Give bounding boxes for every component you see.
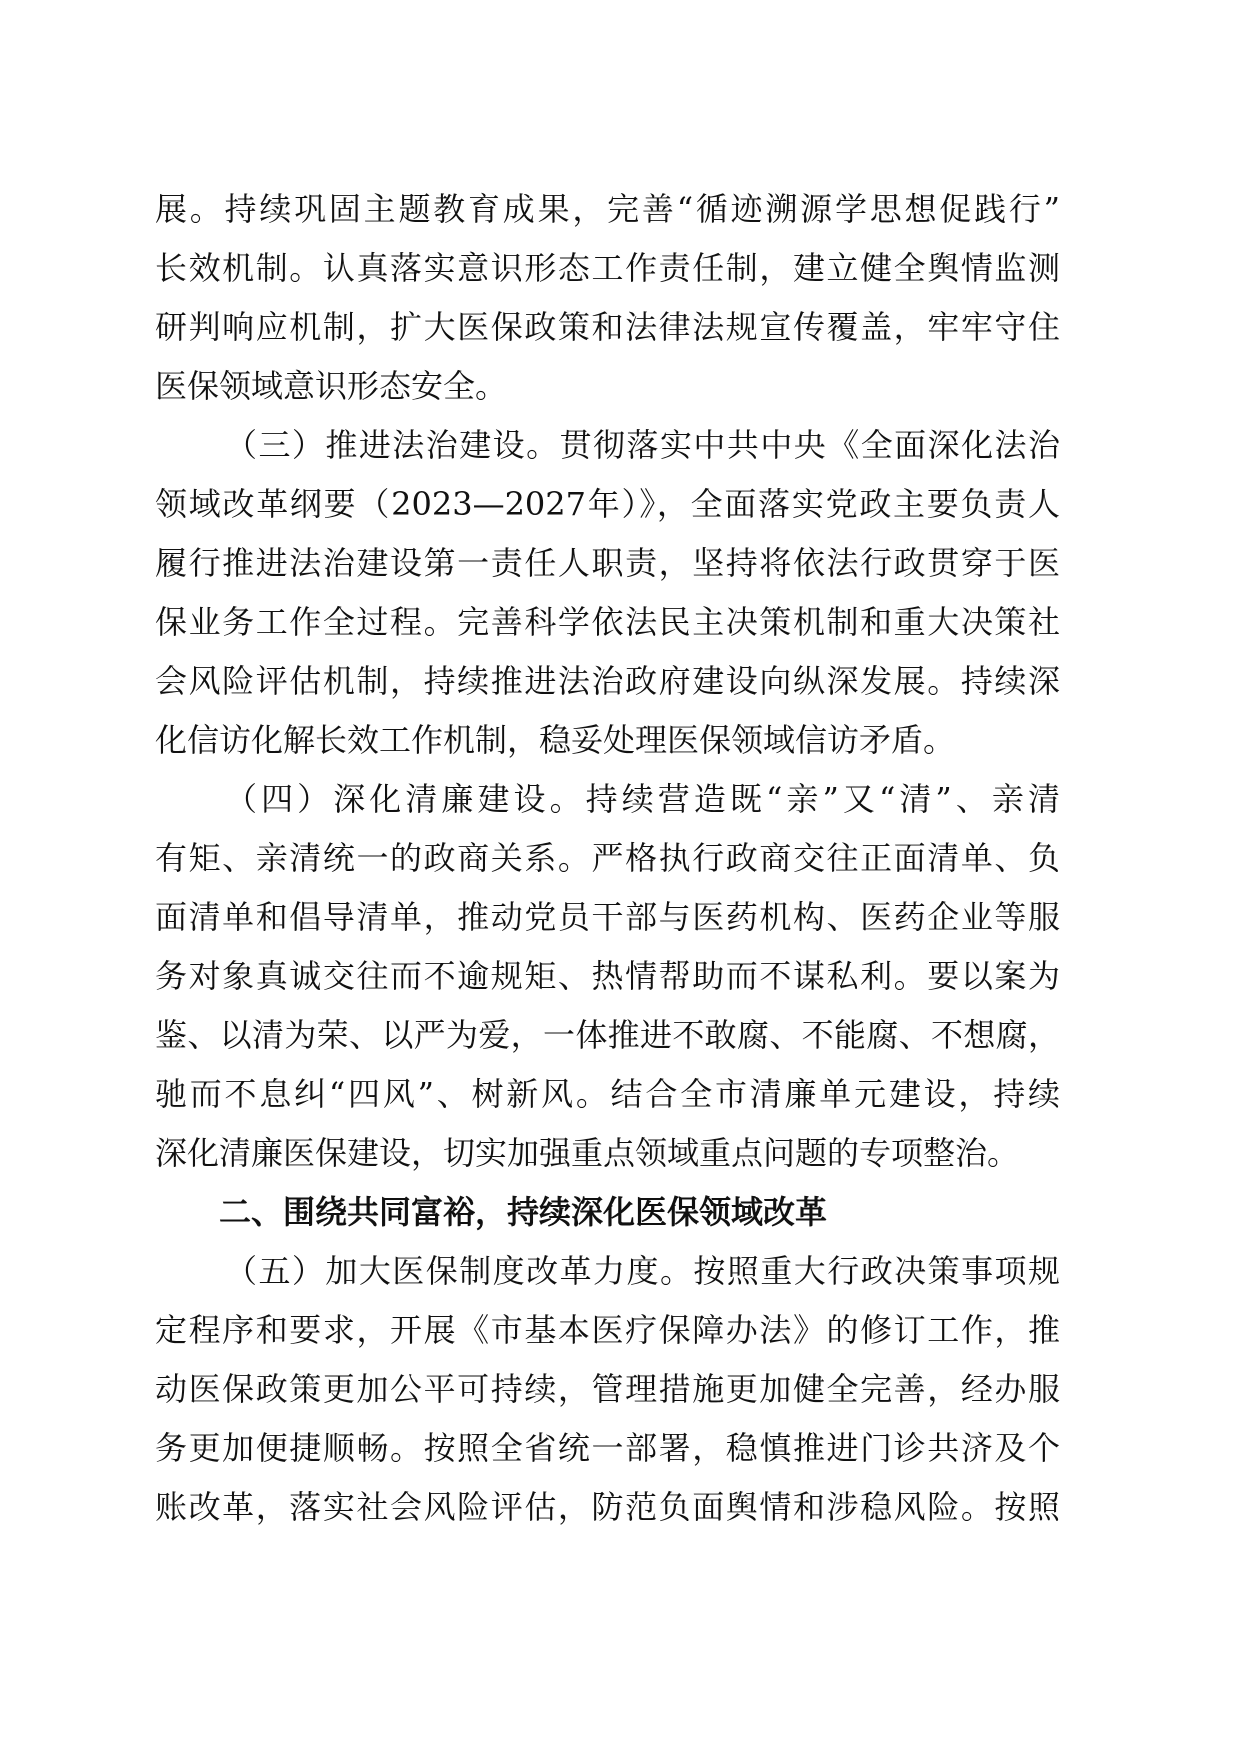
- body-line: 动医保政策更加公平可持续，管理措施更加健全完善，经办服: [155, 1370, 1060, 1408]
- body-line: 履行推进法治建设第一责任人职责，坚持将依法行政贯穿于医: [155, 544, 1060, 582]
- body-line: 深化清廉医保建设，切实加强重点领域重点问题的专项整治。: [155, 1134, 1020, 1172]
- document-body: [155, 180, 1060, 1537]
- body-line: 账改革，落实社会风险评估，防范负面舆情和涉稳风险。按照: [155, 1488, 1060, 1526]
- body-line: 医保领域意识形态安全。: [155, 367, 508, 405]
- body-line: 务更加便捷顺畅。按照全省统一部署，稳慎推进门诊共济及个: [155, 1429, 1060, 1467]
- paragraph-start-line: （四）深化清廉建设。持续营造既“亲”又“清”、亲清: [225, 780, 1060, 818]
- body-line: 研判响应机制，扩大医保政策和法律法规宣传覆盖，牢牢守住: [155, 308, 1060, 346]
- body-line: 化信访化解长效工作机制，稳妥处理医保领域信访矛盾。: [155, 721, 956, 759]
- paragraph-start-line: （三）推进法治建设。贯彻落实中共中央《全面深化法治: [225, 426, 1060, 464]
- body-line: 长效机制。认真落实意识形态工作责任制，建立健全舆情监测: [155, 249, 1060, 287]
- body-line: 有矩、亲清统一的政商关系。严格执行政商交往正面清单、负: [155, 839, 1060, 877]
- paragraph-start-line: （五）加大医保制度改革力度。按照重大行政决策事项规: [225, 1252, 1060, 1290]
- body-line: 领域改革纲要（2023—2027年）》，全面落实党政主要负责人: [155, 485, 1060, 523]
- body-line: 面清单和倡导清单，推动党员干部与医药机构、医药企业等服: [155, 898, 1060, 936]
- body-line: 展。持续巩固主题教育成果，完善“循迹溯源学思想促践行”: [155, 190, 1060, 228]
- body-line: 保业务工作全过程。完善科学依法民主决策机制和重大决策社: [155, 603, 1060, 641]
- section-heading: 二、围绕共同富裕，持续深化医保领域改革: [219, 1193, 828, 1231]
- body-line: 务对象真诚交往而不逾规矩、热情帮助而不谋私利。要以案为: [155, 957, 1060, 995]
- body-line: 驰而不息纠“四风”、树新风。结合全市清廉单元建设，持续: [155, 1075, 1060, 1113]
- body-line: 会风险评估机制，持续推进法治政府建设向纵深发展。持续深: [155, 662, 1060, 700]
- body-line: 鉴、以清为荣、以严为爱，一体推进不敢腐、不能腐、不想腐，: [155, 1016, 1060, 1054]
- body-line: 定程序和要求，开展《市基本医疗保障办法》的修订工作，推: [155, 1311, 1060, 1349]
